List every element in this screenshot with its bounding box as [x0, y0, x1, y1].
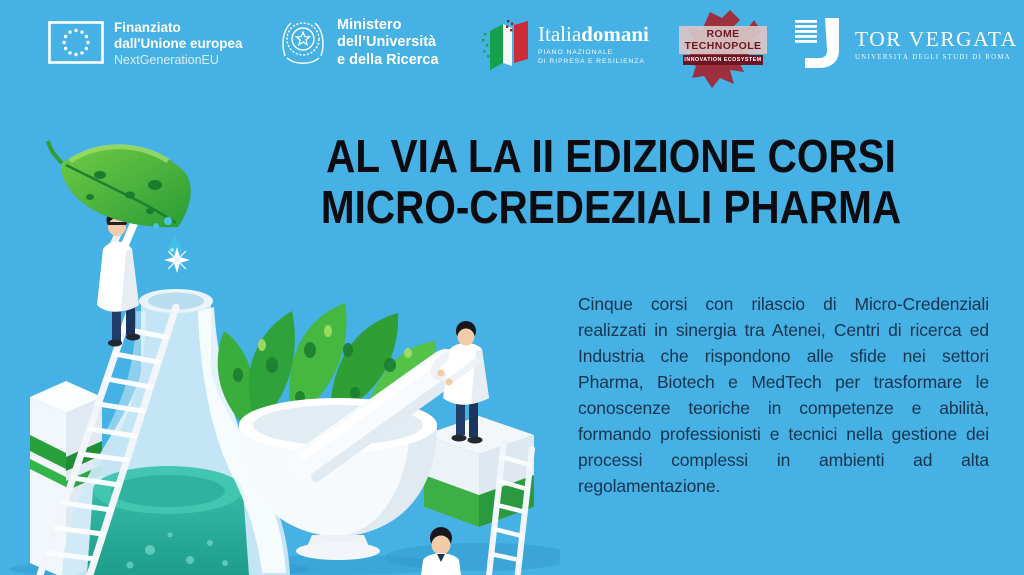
eu-funding-subtitle: NextGenerationEU [114, 53, 219, 67]
ministry-text [337, 17, 439, 70]
ministry-line1: Ministero [337, 16, 402, 33]
lazio-map-icon [676, 6, 770, 98]
ministry-logo [278, 16, 439, 70]
sparkle-icon [164, 247, 190, 273]
italia-domani-logo [482, 19, 649, 71]
subtitle-line1: PIANO NAZIONALE [538, 49, 614, 57]
ministry-line2: dell’Università [337, 34, 437, 51]
rome-technopole-line1: ROME [706, 28, 740, 40]
rome-technopole-logo [676, 6, 770, 92]
italia-domani-subtitle [538, 49, 649, 66]
eu-funding-line2: dall'Unione europea [114, 36, 243, 51]
rome-technopole-line2: TECHNOPOLE [684, 40, 762, 52]
eu-funding-text [114, 20, 242, 68]
tor-vergata-brand: TOR VERGATA [855, 27, 1018, 51]
eu-funding-line1: Finanziato [114, 20, 181, 35]
title-line2: MICRO-CREDEZIALI PHARMA [320, 181, 902, 233]
tor-vergata-emblem-icon [795, 16, 845, 72]
body-paragraph: Cinque corsi con rilascio di Micro-Credenziali realizzati in sinergia tra Atenei, Centri di ricerca ed Industria che rispondono alle sfide nei settori Pharma, Biotech e MedTech per trasformare le conoscenze teoriche in competenze e abilità, formando professionisti e tecnici nella gestione dei processi complessi in ambienti ad alta regolamentazione. [578, 294, 989, 496]
tor-vergata-logo [795, 16, 1018, 72]
italia-domani-brand [538, 23, 649, 45]
rome-technopole-banner: INNOVATION ECOSYSTEM [684, 57, 762, 63]
brand-bold: domani [581, 22, 649, 47]
italy-emblem-icon [278, 16, 328, 70]
tor-vergata-subtitle: UNIVERSITÀ DEGLI STUDI DI ROMA [855, 54, 1012, 61]
brand-regular: Italia [538, 22, 582, 47]
eu-flag-icon [48, 21, 104, 67]
italiadomani-flag-icon [482, 19, 530, 71]
title-line1: AL VIA LA II EDIZIONE CORSI [326, 130, 896, 182]
tor-vergata-text [855, 27, 1018, 61]
eu-funding-logo [48, 20, 242, 68]
lab-illustration [0, 135, 560, 575]
ministry-line3: e della Ricerca [337, 51, 439, 68]
italia-domani-text [538, 23, 649, 66]
subtitle-line2: DI RIPRESA E RESILIENZA [538, 58, 645, 65]
